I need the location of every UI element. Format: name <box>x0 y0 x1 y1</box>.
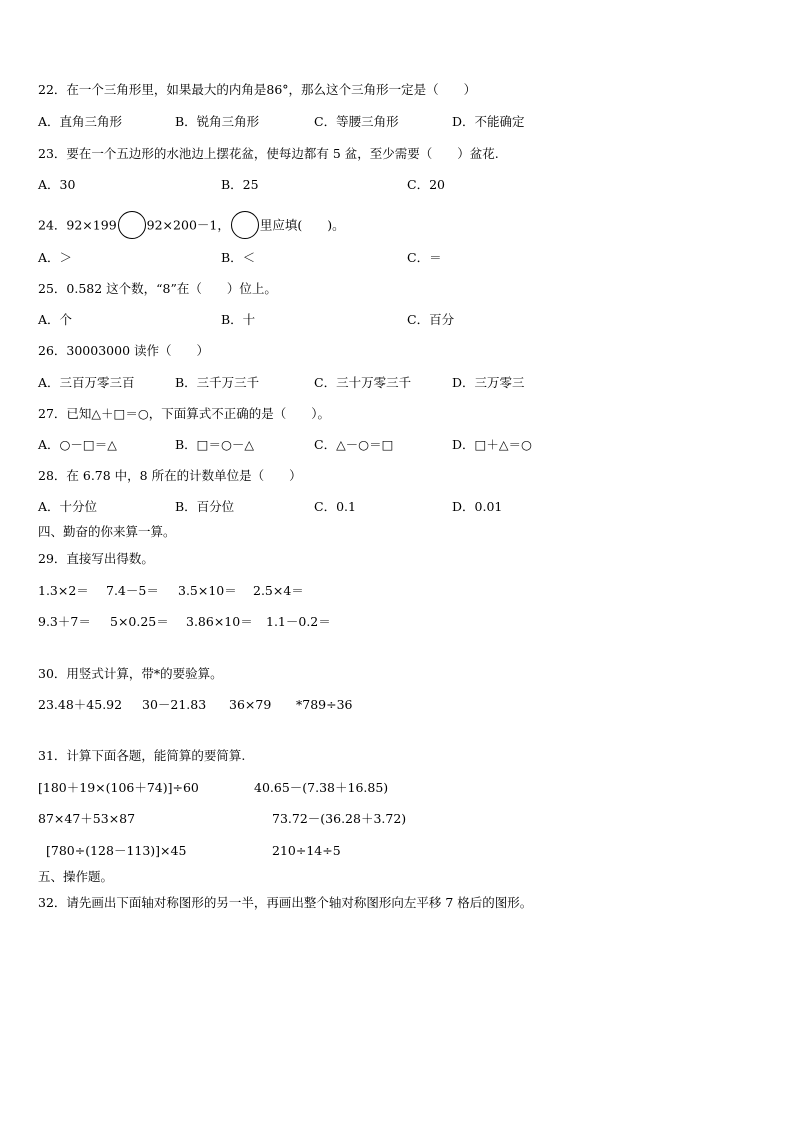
q24-stem-part3: 里应填( )。 <box>259 217 345 233</box>
q26-option-b: B．三千万三千 <box>175 375 260 390</box>
q31-stem: 31．计算下面各题，能简算的要简算. <box>38 748 246 763</box>
q30-item: 23.48＋45.92 <box>38 697 123 712</box>
q22-option-b: B．锐角三角形 <box>175 114 260 129</box>
q24-stem-part1: 24．92×199 <box>38 217 117 233</box>
q28-option-d: D．0.01 <box>452 499 503 514</box>
q30-item: 36×79 <box>229 697 272 712</box>
q26-stem: 26．30003000 读作（ ） <box>38 343 210 358</box>
q22-option-a: A．直角三角形 <box>38 114 123 129</box>
q29-item: 5×0.25＝ <box>110 614 169 629</box>
section-5-title: 五、操作题。 <box>38 869 114 884</box>
q26-option-c: C．三十万零三千 <box>314 375 412 390</box>
q29-stem: 29．直接写出得数。 <box>38 551 154 566</box>
q31-item: 73.72－(36.28＋3.72) <box>272 811 407 826</box>
q23-option-a: A．30 <box>38 177 76 192</box>
q29-item: 3.86×10＝ <box>186 614 253 629</box>
q27-option-a: A．○－□＝△ <box>38 437 117 452</box>
q26-option-a: A．三百万零三百 <box>38 375 135 390</box>
q28-option-b: B．百分位 <box>175 499 235 514</box>
q24-option-c: C．＝ <box>407 250 442 265</box>
q31-item: 40.65－(7.38＋16.85) <box>254 780 389 795</box>
q29-item: 9.3＋7＝ <box>38 614 91 629</box>
q24-stem <box>38 212 345 240</box>
q22-option-d: D．不能确定 <box>452 114 525 129</box>
q30-item: 30－21.83 <box>142 697 207 712</box>
q25-option-c: C．百分 <box>407 312 455 327</box>
q27-option-d: D．□＋△＝○ <box>452 437 532 452</box>
q23-option-b: B．25 <box>221 177 259 192</box>
q29-item: 1.3×2＝ <box>38 583 89 598</box>
q27-option-c: C．△－○＝□ <box>314 437 394 452</box>
q25-option-b: B．十 <box>221 312 256 327</box>
q24-option-b: B．＜ <box>221 250 256 265</box>
q29-item: 3.5×10＝ <box>178 583 237 598</box>
q23-option-c: C．20 <box>407 177 445 192</box>
blank-circle-icon <box>231 211 259 239</box>
q28-stem: 28．在 6.78 中，8 所在的计数单位是（ ） <box>38 468 302 483</box>
blank-circle-icon <box>118 211 146 239</box>
q27-option-b: B．□＝○－△ <box>175 437 255 452</box>
q32-stem: 32．请先画出下面轴对称图形的另一半，再画出整个轴对称图形向左平移 7 格后的图形。 <box>38 895 533 910</box>
q29-item: 2.5×4＝ <box>253 583 304 598</box>
q22-option-c: C．等腰三角形 <box>314 114 399 129</box>
q23-stem: 23．要在一个五边形的水池边上摆花盆，使每边都有 5 盆，至少需要（ ）盆花. <box>38 146 499 161</box>
q29-item: 1.1－0.2＝ <box>266 614 331 629</box>
q30-item: *789÷36 <box>296 697 353 712</box>
q31-item: 210÷14÷5 <box>272 843 341 858</box>
section-4-title: 四、勤奋的你来算一算。 <box>38 524 176 539</box>
q25-stem: 25．0.582 这个数，“8”在（ ）位上。 <box>38 281 277 296</box>
q28-option-a: A．十分位 <box>38 499 98 514</box>
q26-option-d: D．三万零三 <box>452 375 525 390</box>
q31-item: 87×47＋53×87 <box>38 811 136 826</box>
q30-stem: 30．用竖式计算，带*的要验算。 <box>38 666 223 681</box>
q31-item: [180＋19×(106＋74)]÷60 <box>38 780 199 795</box>
q31-item: [780÷(128－113)]×45 <box>46 843 187 858</box>
q22-stem: 22．在一个三角形里，如果最大的内角是86°，那么这个三角形一定是（ ） <box>38 82 477 97</box>
q29-item: 7.4－5＝ <box>106 583 159 598</box>
q27-stem: 27．已知△＋□＝○，下面算式不正确的是（ ）。 <box>38 406 330 421</box>
q28-option-c: C．0.1 <box>314 499 356 514</box>
q24-option-a: A．＞ <box>38 250 73 265</box>
q24-stem-part2: 92×200－1， <box>146 217 230 233</box>
q25-option-a: A．个 <box>38 312 73 327</box>
